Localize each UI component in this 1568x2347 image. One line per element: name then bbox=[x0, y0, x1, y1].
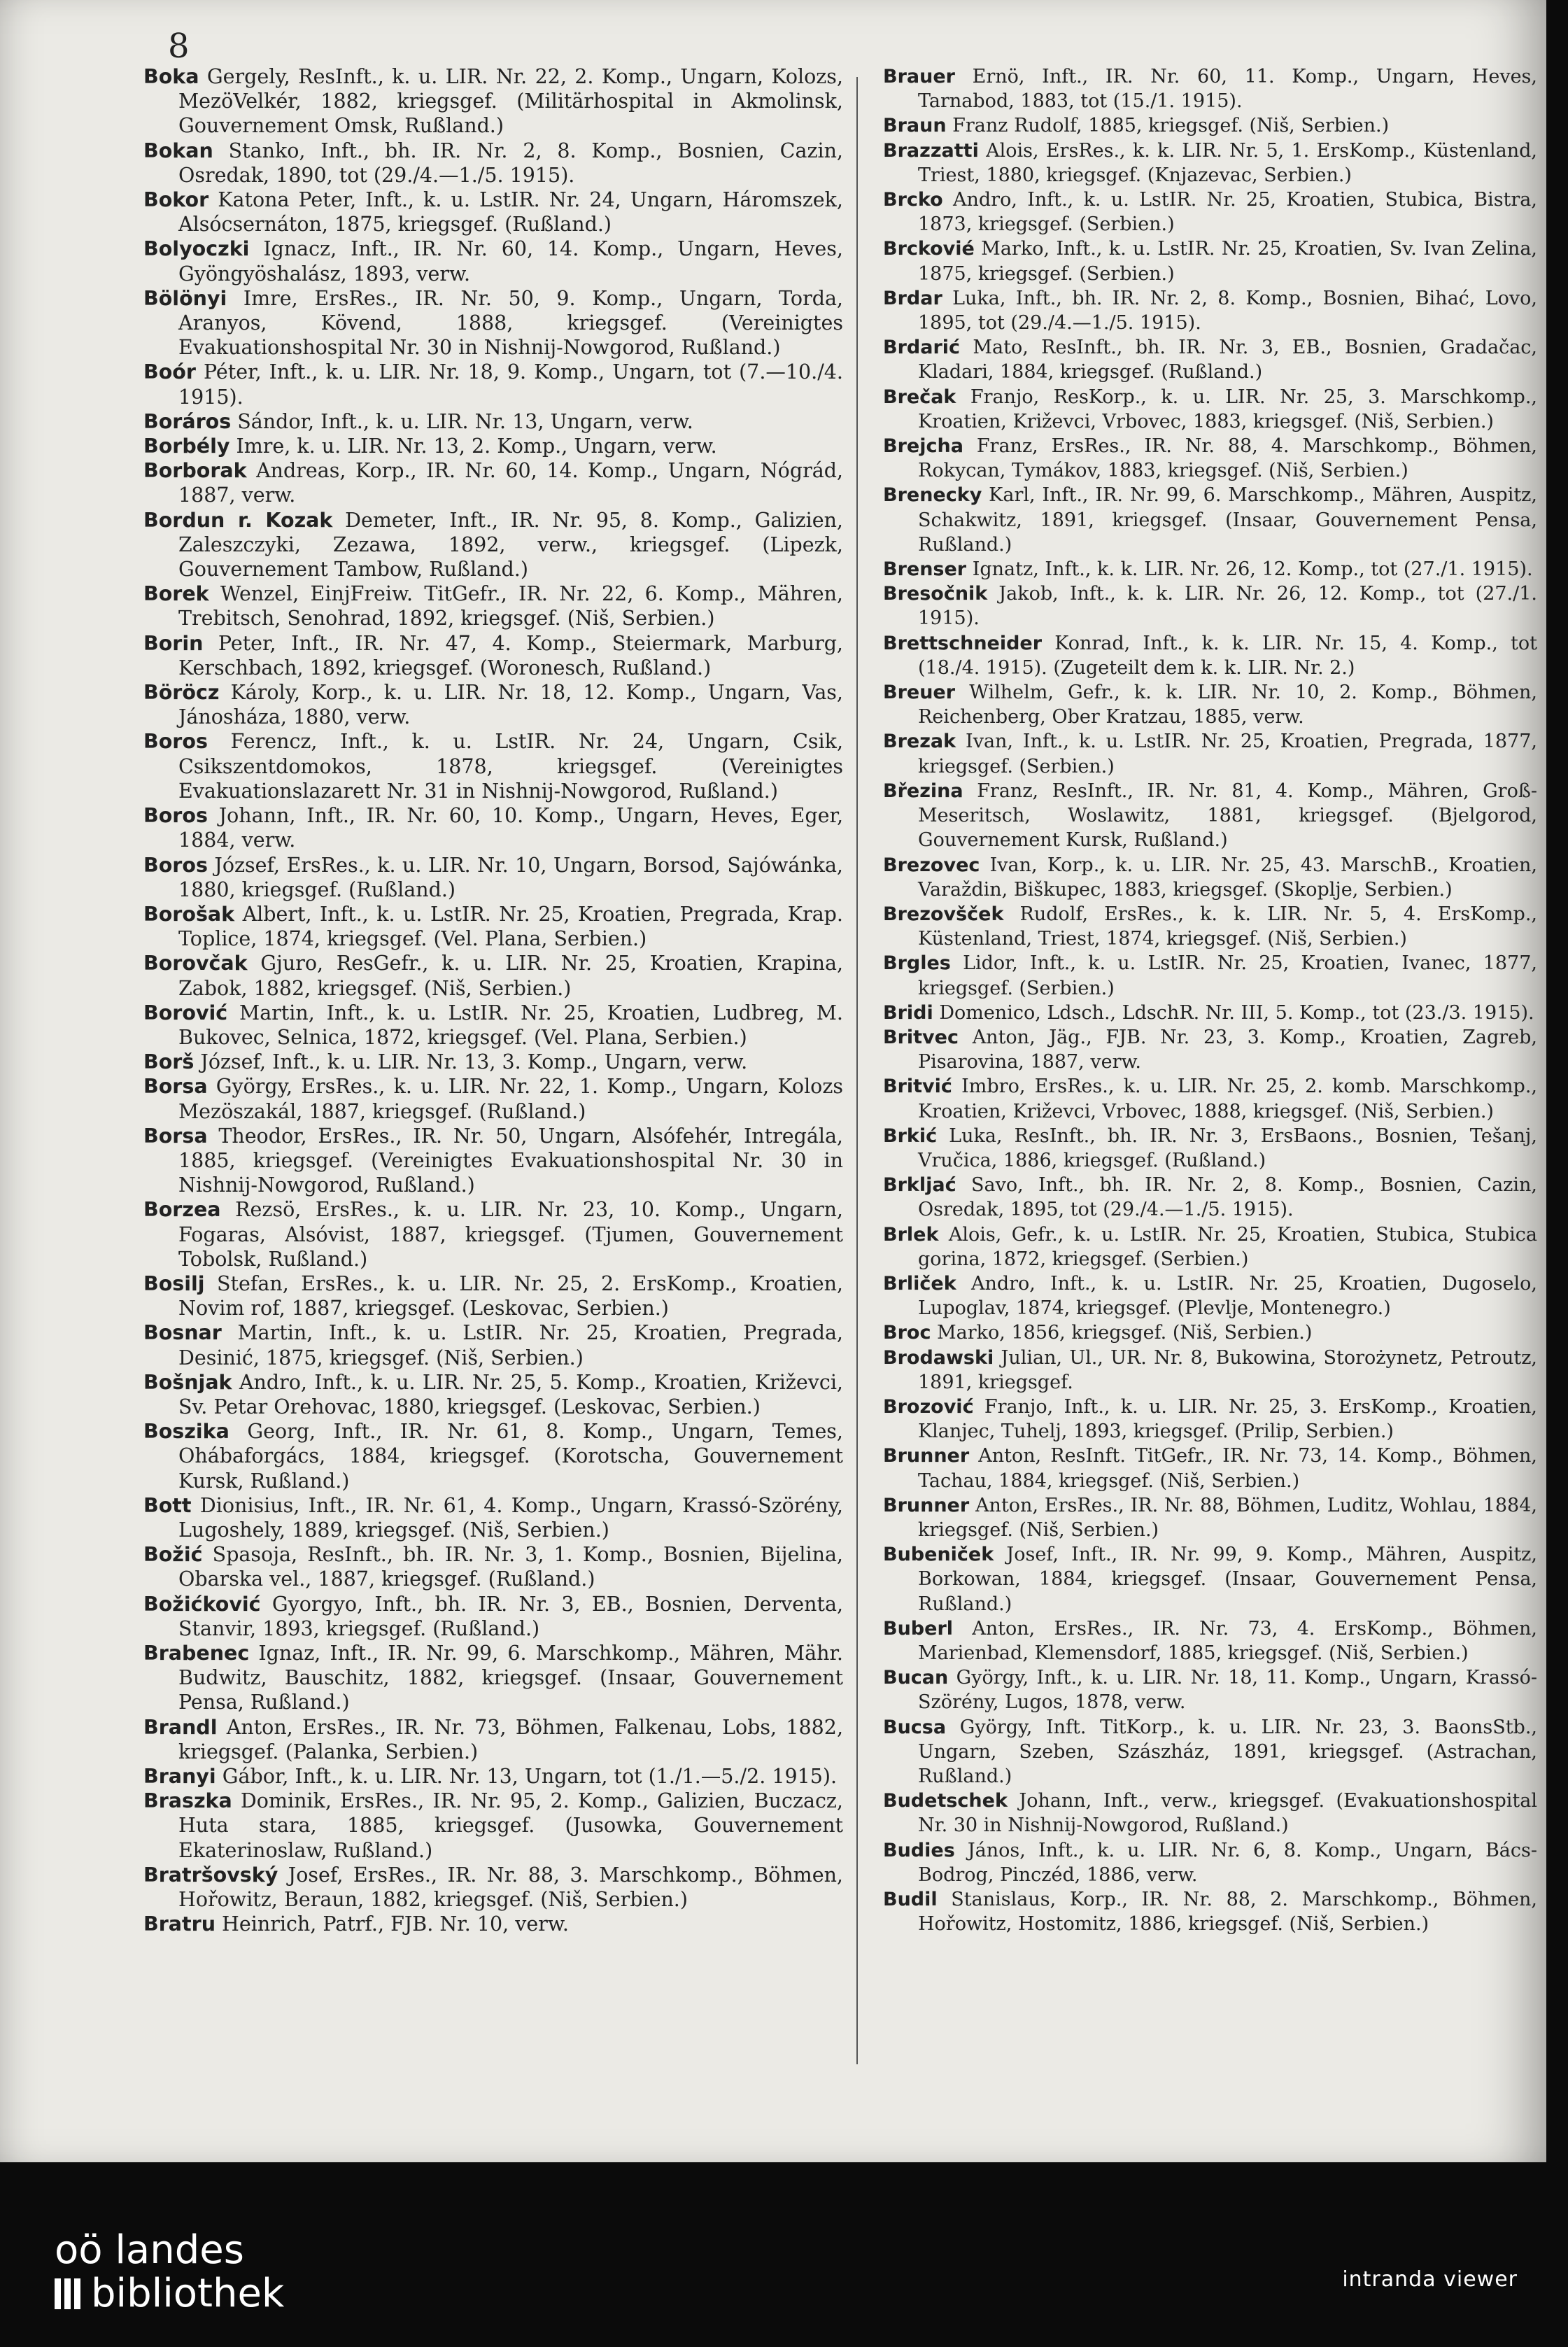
entry-surname: Bordun r. Kozak bbox=[143, 508, 333, 532]
entry-surname: Brazzatti bbox=[883, 139, 979, 162]
entry-details: Franz, ResInft., IR. Nr. 81, 4. Komp., Mähren, Groß-Meseritsch, Woslawitz, 1881, kriegsgef. (Bjelgorod, Gouvernement Kursk, Rußland.) bbox=[918, 780, 1537, 852]
entry-surname: Borović bbox=[143, 1001, 228, 1024]
entry bbox=[883, 188, 1537, 237]
entry-surname: Brabenec bbox=[143, 1642, 250, 1665]
entry bbox=[143, 582, 843, 630]
entry-details: Gjuro, ResGefr., k. u. LIR. Nr. 25, Kroatien, Krapina, Zabok, 1882, kriegsgef. (Niš, Serbien.) bbox=[178, 952, 843, 1000]
entry-details: Martin, Inft., k. u. LstIR. Nr. 25, Kroatien, Ludbreg, M. Bukovec, Selnica, 1872, kriegsgef. (Vel. Plana, Serbien.) bbox=[178, 1001, 843, 1049]
entry-details: Ernö, Inft., IR. Nr. 60, 11. Komp., Ungarn, Heves, Tarnabod, 1883, tot (15./1. 1915). bbox=[918, 66, 1537, 113]
entry-surname: Bucan bbox=[883, 1667, 949, 1689]
entry-details: Heinrich, Patrf., FJB. Nr. 10, verw. bbox=[215, 1912, 569, 1936]
entry bbox=[143, 1197, 843, 1271]
entry bbox=[883, 853, 1537, 902]
entry bbox=[143, 729, 843, 803]
entry-surname: Brozović bbox=[883, 1395, 974, 1418]
entry bbox=[883, 1222, 1537, 1271]
entry bbox=[143, 951, 843, 1000]
entry-details: János, Inft., k. u. LIR. Nr. 6, 8. Komp., Ungarn, Bács-Bodrog, Pinczéd, 1886, verw. bbox=[918, 1839, 1537, 1886]
entry bbox=[143, 1764, 843, 1789]
entry-surname: Bucsa bbox=[883, 1716, 947, 1738]
entry-details: Josef, Inft., IR. Nr. 99, 9. Komp., Mähren, Auspitz, Borkowan, 1884, kriegsgef. (Insaar, Gouvernement Pensa, Rußland.) bbox=[918, 1544, 1537, 1615]
library-logo bbox=[55, 2229, 284, 2316]
entry bbox=[143, 631, 843, 680]
entry-surname: Brdar bbox=[883, 287, 942, 309]
entry-details: Anton, ErsRes., IR. Nr. 73, 4. ErsKomp., Böhmen, Marienbad, Klemensdorf, 1885, kriegsgef. (Niš, Serbien.) bbox=[918, 1617, 1537, 1664]
entry-details: Albert, Inft., k. u. LstIR. Nr. 25, Kroatien, Pregrada, Krap. Toplice, 1874, kriegsgef. (Vel. Plana, Serbien.) bbox=[178, 902, 843, 951]
entry-details: György, Inft., k. u. LIR. Nr. 18, 11. Komp., Ungarn, Krassó-Szörény, Lugos, 1878, verw. bbox=[918, 1667, 1537, 1714]
entry-details: Johann, Inft., verw., kriegsgef. (Evakuationshospital Nr. 30 in Nishnij-Nowgorod, Rußland.) bbox=[918, 1790, 1537, 1837]
entry-surname: Brgles bbox=[883, 952, 951, 975]
entry-surname: Boros bbox=[143, 853, 208, 877]
entry-surname: Britvić bbox=[883, 1076, 952, 1098]
entry-surname: Brejcha bbox=[883, 435, 963, 458]
entry-surname: Borsa bbox=[143, 1124, 208, 1148]
entry-surname: Brkljać bbox=[883, 1174, 956, 1197]
entry-details: Andro, Inft., k. u. LstIR. Nr. 25, Kroatien, Dugoselo, Lupoglav, 1874, kriegsgef. (Plevlje, Montenegro.) bbox=[918, 1272, 1537, 1320]
entry-surname: Bokan bbox=[143, 139, 213, 162]
entry bbox=[143, 188, 843, 237]
entry-details: Lidor, Inft., k. u. LstIR. Nr. 25, Kroatien, Ivanec, 1877, kriegsgef. (Serbien.) bbox=[918, 952, 1537, 999]
entry-surname: Božićković bbox=[143, 1592, 261, 1616]
entry-details: Stefan, ErsRes., k. u. LIR. Nr. 25, 2. ErsKomp., Kroatien, Novim rof, 1887, kriegsgef. (Leskovac, Serbien.) bbox=[178, 1271, 843, 1320]
entry-details: Alois, ErsRes., k. k. LIR. Nr. 5, 1. ErsKomp., Küstenland, Triest, 1880, kriegsgef. (Knjazevac, Serbien.) bbox=[918, 139, 1537, 186]
entry-surname: Bratršovský bbox=[143, 1863, 278, 1887]
entry-details: Josef, ErsRes., IR. Nr. 88, 3. Marschkomp., Böhmen, Hořowitz, Beraun, 1882, kriegsgef. (Niš, Serbien.) bbox=[178, 1863, 843, 1912]
entry-surname: Buberl bbox=[883, 1617, 954, 1640]
entry bbox=[883, 483, 1537, 557]
entry-surname: Boór bbox=[143, 360, 196, 384]
entry-details: Gyorgyo, Inft., bh. IR. Nr. 3, EB., Bosnien, Derventa, Stanvir, 1893, kriegsgef. (Rußland.) bbox=[178, 1592, 843, 1640]
entry-surname: Borš bbox=[143, 1050, 195, 1074]
entry-details: Stanko, Inft., bh. IR. Nr. 2, 8. Komp., Bosnien, Cazin, Osredak, 1890, tot (29./4.—1./5. 1915). bbox=[178, 139, 843, 187]
entry bbox=[883, 680, 1537, 729]
entry-details: József, Inft., k. u. LIR. Nr. 13, 3. Komp., Ungarn, verw. bbox=[194, 1050, 748, 1074]
entry-details: Péter, Inft., k. u. LIR. Nr. 18, 9. Komp., Ungarn, tot (7.—10./4. 1915). bbox=[178, 360, 843, 409]
entry bbox=[883, 1493, 1537, 1542]
entry bbox=[143, 680, 843, 729]
entry bbox=[143, 1715, 843, 1764]
entry bbox=[883, 1715, 1537, 1789]
entry-details: Andro, Inft., k. u. LIR. Nr. 25, 5. Komp., Kroatien, Križevci, Sv. Petar Orehovac, 1880, kriegsgef. (Leskovac, Serbien.) bbox=[178, 1370, 843, 1418]
entry bbox=[883, 1789, 1537, 1838]
entry-surname: Braun bbox=[883, 115, 947, 137]
entry-details: Anton, ErsRes., IR. Nr. 73, Böhmen, Falkenau, Lobs, 1882, kriegsgef. (Palanka, Serbien.) bbox=[178, 1715, 843, 1763]
entry-details: Luka, ResInft., bh. IR. Nr. 3, ErsBaons., Bosnien, Tešanj, Vručica, 1886, kriegsgef. (Rußland.) bbox=[918, 1125, 1537, 1171]
entry-details: Johann, Inft., IR. Nr. 60, 10. Komp., Ungarn, Heves, Eger, 1884, verw. bbox=[178, 804, 843, 852]
entry-surname: Brenser bbox=[883, 558, 967, 581]
entry-surname: Bölönyi bbox=[143, 286, 227, 310]
entry bbox=[143, 139, 843, 188]
entry-surname: Brcko bbox=[883, 189, 943, 211]
entry-details: Marko, Inft., k. u. LstIR. Nr. 25, Kroatien, Sv. Ivan Zelina, 1875, kriegsgef. (Serbien.) bbox=[918, 238, 1537, 285]
left-column bbox=[143, 64, 843, 1936]
entry-surname: Bolyoczki bbox=[143, 237, 250, 261]
entry-details: Mato, ResInft., bh. IR. Nr. 3, EB., Bosnien, Gradačac, Kladari, 1884, kriegsgef. (Rußland.) bbox=[918, 337, 1537, 383]
entry-details: Ignacz, Inft., IR. Nr. 60, 14. Komp., Ungarn, Heves, Gyöngyöshalász, 1893, verw. bbox=[178, 237, 843, 286]
entry-details: Franz Rudolf, 1885, kriegsgef. (Niš, Serbien.) bbox=[946, 115, 1390, 137]
entry bbox=[143, 434, 843, 458]
entry bbox=[883, 1444, 1537, 1493]
entry-surname: Breuer bbox=[883, 682, 956, 704]
entry-surname: Borbély bbox=[143, 435, 230, 458]
entry-details: Ferencz, Inft., k. u. LstIR. Nr. 24, Ungarn, Csik, Csikszentdomokos, 1878, kriegsgef. (Vereinigtes Evakuationslazarett Nr. 31 in Nishnij-Nowgorod, Rußland.) bbox=[178, 730, 843, 803]
entry bbox=[143, 64, 843, 139]
entry bbox=[883, 434, 1537, 483]
entry bbox=[143, 286, 843, 360]
entry-surname: Borošak bbox=[143, 902, 235, 926]
entry bbox=[143, 1074, 843, 1123]
entry-details: Imbro, ErsRes., k. u. LIR. Nr. 25, 2. komb. Marschkomp., Kroatien, Križevci, Vrbovec, 1888, kriegsgef. (Niš, Serbien.) bbox=[918, 1076, 1537, 1122]
entry-surname: Brdarić bbox=[883, 337, 961, 359]
entry-details: Rudolf, ErsRes., k. k. LIR. Nr. 5, 4. ErsKomp., Küstenland, Triest, 1874, kriegsgef. (Niš, Serbien.) bbox=[918, 903, 1537, 950]
entry bbox=[143, 1001, 843, 1050]
entry-surname: Borek bbox=[143, 582, 209, 606]
entry-details: Anton, Jäg., FJB. Nr. 23, 3. Komp., Kroatien, Zagreb, Pisarovina, 1887, verw. bbox=[918, 1026, 1537, 1073]
entry bbox=[143, 1641, 843, 1715]
entry bbox=[883, 237, 1537, 286]
entry-surname: Brlek bbox=[883, 1223, 939, 1246]
entry bbox=[143, 1124, 843, 1198]
entry-surname: Bridi bbox=[883, 1001, 933, 1024]
entry-surname: Brunner bbox=[883, 1494, 970, 1516]
entry-details: Franjo, ResKorp., k. u. LIR. Nr. 25, 3. Marschkomp., Kroatien, Križevci, Vrbovec, 1883, kriegsgef. (Niš, Serbien.) bbox=[918, 386, 1537, 432]
entry-surname: Boros bbox=[143, 730, 208, 754]
entry bbox=[883, 335, 1537, 384]
entry bbox=[143, 853, 843, 902]
entry bbox=[143, 409, 843, 434]
entry-details: Gábor, Inft., k. u. LIR. Nr. 13, Ungarn, tot (1./1.—5./2. 1915). bbox=[216, 1765, 838, 1789]
entry-details: Peter, Inft., IR. Nr. 47, 4. Komp., Steiermark, Marburg, Kerschbach, 1892, kriegsgef. (Woronesch, Rußland.) bbox=[178, 631, 843, 679]
entry-details: Georg, Inft., IR. Nr. 61, 8. Komp., Ungarn, Temes, Ohábaforgács, 1884, kriegsgef. (Korotscha, Gouvernement Kursk, Rußland.) bbox=[178, 1420, 843, 1493]
entry bbox=[883, 631, 1537, 680]
entry bbox=[143, 1912, 843, 1936]
entry bbox=[143, 1271, 843, 1320]
entry bbox=[883, 557, 1537, 582]
entry bbox=[143, 1592, 843, 1641]
entry bbox=[883, 64, 1537, 113]
entry bbox=[143, 1789, 843, 1863]
entry bbox=[143, 1370, 843, 1419]
entry-surname: Brkić bbox=[883, 1125, 938, 1147]
entry-surname: Brezovšček bbox=[883, 903, 1004, 925]
entry-surname: Boráros bbox=[143, 409, 232, 433]
entry-surname: Bošnjak bbox=[143, 1370, 232, 1394]
logo-line-2: bibliothek bbox=[91, 2271, 285, 2316]
entry-surname: Bosilj bbox=[143, 1271, 205, 1295]
entry-surname: Borborak bbox=[143, 459, 247, 483]
entry bbox=[883, 1838, 1537, 1887]
entry-details: Franz, ErsRes., IR. Nr. 88, 4. Marschkomp., Böhmen, Rokycan, Tymákov, 1883, kriegsgef. (Niš, Serbien.) bbox=[918, 435, 1537, 482]
entry bbox=[883, 139, 1537, 188]
entry-details: Wilhelm, Gefr., k. k. LIR. Nr. 10, 2. Komp., Böhmen, Reichenberg, Ober Kratzau, 1885, verw. bbox=[918, 682, 1537, 728]
entry-surname: Brenecky bbox=[883, 484, 982, 507]
entry-surname: Brunner bbox=[883, 1445, 970, 1467]
entry-surname: Boros bbox=[143, 804, 208, 828]
entry-details: Ignaz, Inft., IR. Nr. 99, 6. Marschkomp., Mähren, Mähr. Budwitz, Bauschitz, 1882, kriegsgef. (Insaar, Gouvernement Pensa, Rußland.) bbox=[178, 1642, 843, 1714]
column-divider bbox=[856, 77, 858, 2064]
entry-details: Demeter, Inft., IR. Nr. 95, 8. Komp., Galizien, Zaleszczyki, Zezawa, 1892, verw., kriegsgef. (Lipezk, Gouvernement Tambow, Rußland.) bbox=[178, 508, 843, 582]
entry-details: Luka, Inft., bh. IR. Nr. 2, 8. Komp., Bosnien, Bihać, Lovo, 1895, tot (29./4.—1./5. 1915). bbox=[918, 287, 1537, 334]
entry bbox=[143, 1419, 843, 1493]
entry bbox=[883, 902, 1537, 951]
entry-details: Konrad, Inft., k. k. LIR. Nr. 15, 4. Komp., tot (18./4. 1915). (Zugeteilt dem k. k. LIR. Nr. 2.) bbox=[918, 632, 1537, 679]
entry-details: Marko, 1856, kriegsgef. (Niš, Serbien.) bbox=[931, 1322, 1313, 1344]
entry bbox=[143, 1863, 843, 1912]
entry bbox=[883, 1346, 1537, 1395]
entry-details: Julian, Ul., UR. Nr. 8, Bukowina, Storożynetz, Petroutz, 1891, kriegsgef. bbox=[918, 1346, 1537, 1393]
entry bbox=[143, 1320, 843, 1369]
entry bbox=[883, 1887, 1537, 1936]
entry-surname: Borsa bbox=[143, 1075, 208, 1099]
entry-surname: Brckovié bbox=[883, 238, 975, 260]
entry bbox=[883, 1074, 1537, 1123]
entry bbox=[883, 385, 1537, 434]
entry-surname: Brečak bbox=[883, 386, 956, 408]
entry-surname: Bratru bbox=[143, 1912, 216, 1936]
entry-details: Gergely, ResInft., k. u. LIR. Nr. 22, 2. Komp., Ungarn, Kolozs, MezöVelkér, 1882, kriegsgef. (Militärhospital in Akmolinsk, Gouvernement Omsk, Rußland.) bbox=[178, 65, 843, 138]
entry-surname: Britvec bbox=[883, 1026, 959, 1048]
entry-details: Ivan, Inft., k. u. LstIR. Nr. 25, Kroatien, Pregrada, 1877, kriegsgef. (Serbien.) bbox=[918, 731, 1537, 777]
entry-details: Katona Peter, Inft., k. u. LstIR. Nr. 24, Ungarn, Háromszek, Alsócsernáton, 1875, kriegsgef. (Rußland.) bbox=[178, 188, 843, 237]
entry-details: Imre, k. u. LIR. Nr. 13, 2. Komp., Ungarn, verw. bbox=[229, 435, 717, 458]
logo-bars-icon bbox=[55, 2272, 84, 2316]
entry-surname: Brezak bbox=[883, 731, 956, 753]
entry-details: György, ErsRes., k. u. LIR. Nr. 22, 1. Komp., Ungarn, Kolozs Mezöszakál, 1887, kriegsgef. (Rußland.) bbox=[178, 1075, 843, 1123]
entry bbox=[143, 1493, 843, 1542]
entry-details: Jakob, Inft., k. k. LIR. Nr. 26, 12. Komp., tot (27./1. 1915). bbox=[918, 583, 1537, 630]
entry-surname: Brezovec bbox=[883, 854, 980, 876]
entry bbox=[883, 582, 1537, 630]
entry-surname: Borin bbox=[143, 631, 204, 655]
entry bbox=[883, 1173, 1537, 1222]
entry-surname: Braszka bbox=[143, 1789, 232, 1813]
entry-surname: Brettschneider bbox=[883, 632, 1043, 654]
entry-details: József, ErsRes., k. u. LIR. Nr. 10, Ungarn, Borsod, Sajówánka, 1880, kriegsgef. (Rußland.) bbox=[178, 853, 843, 901]
entry bbox=[883, 779, 1537, 853]
entry-surname: Budies bbox=[883, 1839, 955, 1861]
entry-details: Stanislaus, Korp., IR. Nr. 88, 2. Marschkomp., Böhmen, Hořowitz, Hostomitz, 1886, kriegsgef. (Niš, Serbien.) bbox=[918, 1889, 1537, 1936]
entry-surname: Boka bbox=[143, 65, 199, 88]
entry bbox=[883, 1001, 1537, 1025]
entry-details: Andreas, Korp., IR. Nr. 60, 14. Komp., Ungarn, Nógrád, 1887, verw. bbox=[178, 459, 843, 507]
entry-details: Rezsö, ErsRes., k. u. LIR. Nr. 23, 10. Komp., Ungarn, Fogaras, Alsóvist, 1887, kriegsgef. (Tjumen, Gouvernement Tobolsk, Rußland.) bbox=[178, 1198, 843, 1271]
entry-details: Károly, Korp., k. u. LIR. Nr. 18, 12. Komp., Ungarn, Vas, Jánosháza, 1880, verw. bbox=[178, 681, 843, 729]
entry-details: Anton, ResInft. TitGefr., IR. Nr. 73, 14. Komp., Böhmen, Tachau, 1884, kriegsgef. (Niš, Serbien.) bbox=[918, 1445, 1537, 1492]
entry-surname: Branyi bbox=[143, 1765, 216, 1789]
entry-details: Franjo, Inft., k. u. LIR. Nr. 25, 3. ErsKomp., Kroatien, Klanjec, Tuhelj, 1893, kriegsgef. (Prilip, Serbien.) bbox=[918, 1395, 1537, 1443]
entry-details: Imre, ErsRes., IR. Nr. 50, 9. Komp., Ungarn, Torda, Aranyos, Kövend, 1888, kriegsgef. (Vereinigtes Evakuationshospital Nr. 30 in Nishnij-Nowgorod, Rußland.) bbox=[178, 286, 843, 360]
page-number: 8 bbox=[168, 27, 190, 66]
entry bbox=[883, 1395, 1537, 1444]
entry-surname: Bosnar bbox=[143, 1321, 222, 1345]
entry-surname: Boszika bbox=[143, 1420, 229, 1444]
entry bbox=[883, 1665, 1537, 1714]
entry bbox=[143, 1050, 843, 1074]
logo-line-1: oö landes bbox=[55, 2227, 244, 2273]
entry bbox=[883, 1616, 1537, 1665]
entry-surname: Bubeniček bbox=[883, 1544, 994, 1566]
entry-details: Alois, Gefr., k. u. LstIR. Nr. 25, Kroatien, Stubica, Stubica gorina, 1872, kriegsgef. (Serbien.) bbox=[918, 1223, 1537, 1270]
entry bbox=[143, 458, 843, 507]
entry bbox=[883, 1320, 1537, 1345]
entry-details: Sándor, Inft., k. u. LIR. Nr. 13, Ungarn, verw. bbox=[231, 409, 693, 433]
entry bbox=[143, 508, 843, 582]
entry bbox=[143, 360, 843, 409]
entry-details: Dominik, ErsRes., IR. Nr. 95, 2. Komp., Galizien, Buczacz, Huta stara, 1885, kriegsgef. (Jusowka, Gouvernement Ekaterinoslaw, Rußland.) bbox=[178, 1789, 843, 1862]
entry-surname: Bresočnik bbox=[883, 583, 988, 605]
entry-surname: Brandl bbox=[143, 1715, 218, 1739]
entry bbox=[143, 902, 843, 951]
entry bbox=[883, 729, 1537, 778]
entry bbox=[883, 951, 1537, 1000]
entry-details: Martin, Inft., k. u. LstIR. Nr. 25, Kroatien, Pregrada, Desinić, 1875, kriegsgef. (Niš, Serbien.) bbox=[178, 1321, 843, 1369]
viewer-brand: intranda viewer bbox=[1342, 2267, 1518, 2292]
entry bbox=[883, 1025, 1537, 1074]
entry-details: Domenico, Ldsch., LdschR. Nr. III, 5. Komp., tot (23./3. 1915). bbox=[933, 1001, 1534, 1024]
entry-details: Dionisius, Inft., IR. Nr. 61, 4. Komp., Ungarn, Krassó-Szörény, Lugoshely, 1889, kriegsgef. (Niš, Serbien.) bbox=[178, 1493, 843, 1542]
entry-surname: Březina bbox=[883, 780, 963, 802]
entry-surname: Bokor bbox=[143, 188, 209, 212]
entry-surname: Brodawski bbox=[883, 1346, 994, 1369]
entry bbox=[143, 1542, 843, 1591]
entry-details: Wenzel, EinjFreiw. TitGefr., IR. Nr. 22, 6. Komp., Mähren, Trebitsch, Senohrad, 1892, kriegsgef. (Niš, Serbien.) bbox=[178, 582, 843, 630]
entry-surname: Brauer bbox=[883, 66, 955, 87]
entry-details: Theodor, ErsRes., IR. Nr. 50, Ungarn, Alsófehér, Intregála, 1885, kriegsgef. (Vereinigtes Evakuationshospital Nr. 30 in Nishnij-Nowgorod, Rußland.) bbox=[178, 1124, 843, 1197]
entry bbox=[883, 1542, 1537, 1616]
right-column bbox=[883, 64, 1537, 1936]
entry-details: Anton, ErsRes., IR. Nr. 88, Böhmen, Luditz, Wohlau, 1884, kriegsgef. (Niš, Serbien.) bbox=[918, 1494, 1537, 1541]
entry-surname: Božić bbox=[143, 1543, 203, 1567]
entry bbox=[143, 803, 843, 852]
entry-surname: Budil bbox=[883, 1889, 938, 1911]
entry-details: Andro, Inft., k. u. LstIR. Nr. 25, Kroatien, Stubica, Bistra, 1873, kriegsgef. (Serbien.) bbox=[918, 189, 1537, 236]
entry-details: György, Inft. TitKorp., k. u. LIR. Nr. 23, 3. BaonsStb., Ungarn, Szeben, Szászház, 1891, kriegsgef. (Astrachan, Rußland.) bbox=[918, 1716, 1537, 1788]
entry bbox=[883, 1271, 1537, 1320]
entry-details: Savo, Inft., bh. IR. Nr. 2, 8. Komp., Bosnien, Cazin, Osredak, 1895, tot (29./4.—1./5. 1915). bbox=[918, 1174, 1537, 1221]
entry-surname: Budetschek bbox=[883, 1790, 1008, 1812]
entry-surname: Brliček bbox=[883, 1272, 956, 1295]
entry bbox=[143, 237, 843, 286]
entry-surname: Borzea bbox=[143, 1198, 221, 1222]
entry-surname: Borovčak bbox=[143, 952, 248, 975]
entry-surname: Böröcz bbox=[143, 681, 220, 705]
entry-details: Spasoja, ResInft., bh. IR. Nr. 3, 1. Komp., Bosnien, Bijelina, Obarska vel., 1887, kriegsgef. (Rußland.) bbox=[178, 1543, 843, 1591]
entry-details: Ignatz, Inft., k. k. LIR. Nr. 26, 12. Komp., tot (27./1. 1915). bbox=[966, 558, 1533, 581]
entry-details: Ivan, Korp., k. u. LIR. Nr. 25, 43. MarschB., Kroatien, Varaždin, Biškupec, 1883, kriegsgef. (Skoplje, Serbien.) bbox=[918, 854, 1537, 901]
entry bbox=[883, 286, 1537, 335]
entry bbox=[883, 1124, 1537, 1173]
entry bbox=[883, 113, 1537, 138]
entry-details: Karl, Inft., IR. Nr. 99, 6. Marschkomp., Mähren, Auspitz, Schakwitz, 1891, kriegsgef. (Insaar, Gouvernement Pensa, Rußland.) bbox=[918, 484, 1537, 556]
entry-surname: Bott bbox=[143, 1493, 192, 1517]
entry-surname: Broc bbox=[883, 1322, 931, 1344]
